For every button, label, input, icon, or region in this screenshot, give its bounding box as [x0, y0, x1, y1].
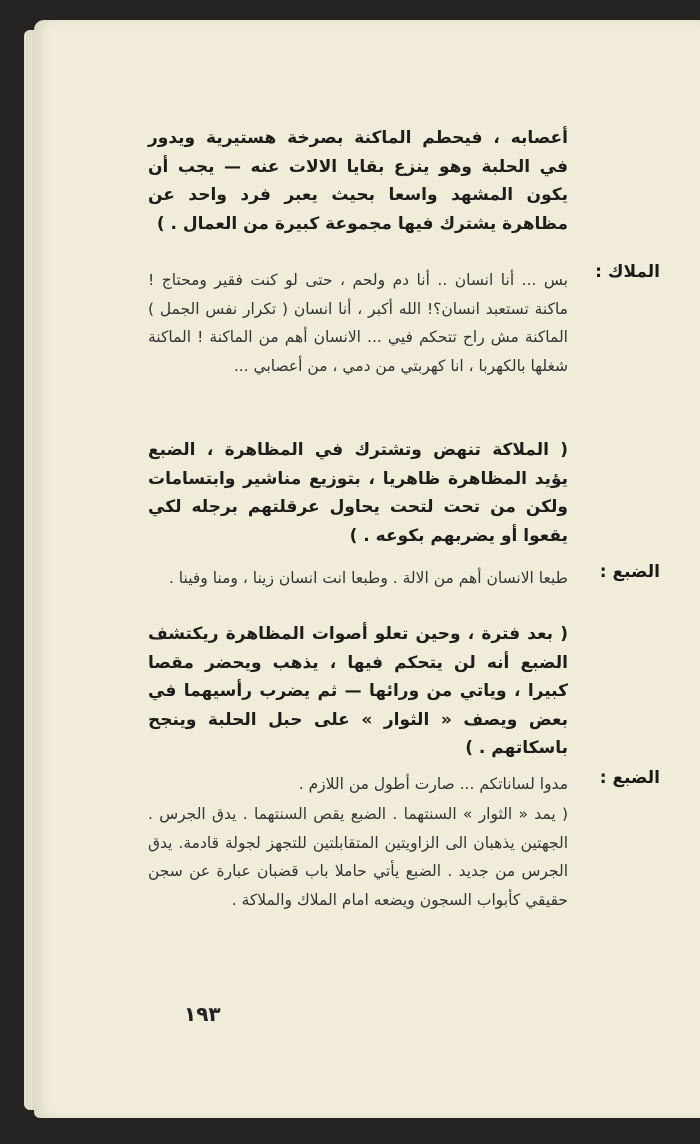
speaker-label: الملاك : — [595, 262, 660, 282]
dialogue-line — [148, 266, 568, 380]
stage-direction — [148, 800, 568, 914]
stage-direction-text: أعصابه ، فيحطم الماكنة بصرخة هستيرية ويدور في الحلبة وهو ينزع بقايا الالات عنه — يجب أن يكون المشهد واسعا بحيث يعبر فرد واحد عن مظاهرة يشترك فيها مجموعة كبيرة من العمال . ) — [148, 128, 568, 234]
speaker-label: الضبع : — [599, 562, 660, 582]
stage-direction — [148, 436, 568, 550]
stage-direction-text: ( الملاكة تنهض وتشترك في المظاهرة ، الضبع يؤيد المظاهرة ظاهريا ، بتوزيع مناشير وابتسامات ولكن من تحت لتحت يحاول عرقلتهم برجله لكي يقعوا أو يضربهم بكوعه . ) — [148, 440, 568, 546]
speaker-label: الضبع : — [599, 768, 660, 788]
dialogue-text: بس ... أنا انسان .. أنا دم ولحم ، حتى لو كنت فقير ومحتاج ! ماكنة تستعبد انسان؟! الله أكبر ، أنا انسان ( تكرار نفس الجمل ) الماكنة مش راح تتحكم فيي ... الانسان أهم من الماكنة ! الماكنة شغلها بالكهربا ، انا كهربتي من دمي ، من أعصابي ... — [148, 271, 568, 375]
dialogue-text: مدوا لساناتكم ... صارت أطول من اللازم . — [298, 775, 568, 793]
stage-direction-text: ( يمد « الثوار » السنتهما . الضبع يقص السنتهما . يدق الجرس . الجهتين يذهبان الى الزاويتين المتقابلتين للتجهز لجولة قادمة. يدق الجرس من جديد . الضبع يأتي حاملا باب قضبان عبارة عن سجن حقيقي كأبواب السجون ويضعه امام الملاك والملاكة . — [148, 805, 568, 909]
stage-direction — [148, 620, 568, 763]
page-number: ١٩٣ — [184, 1002, 221, 1026]
dialogue-line — [148, 564, 568, 593]
stage-direction-text: ( بعد فترة ، وحين تعلو أصوات المظاهرة ريكتشف الضبع أنه لن يتحكم فيها ، يذهب ويحضر مقصا كبيرا ، وياتي من ورائها — ثم يضرب رأسيهما في بعض ويصف « الثوار » على حبل الحلبة وينجح باسكاتهم . ) — [148, 624, 568, 758]
dialogue-text: طبعا الانسان أهم من الالة . وطبعا انت انسان زينا ، ومنا وفينا . — [168, 569, 568, 587]
stage-direction — [148, 124, 568, 238]
dialogue-line — [148, 770, 568, 799]
